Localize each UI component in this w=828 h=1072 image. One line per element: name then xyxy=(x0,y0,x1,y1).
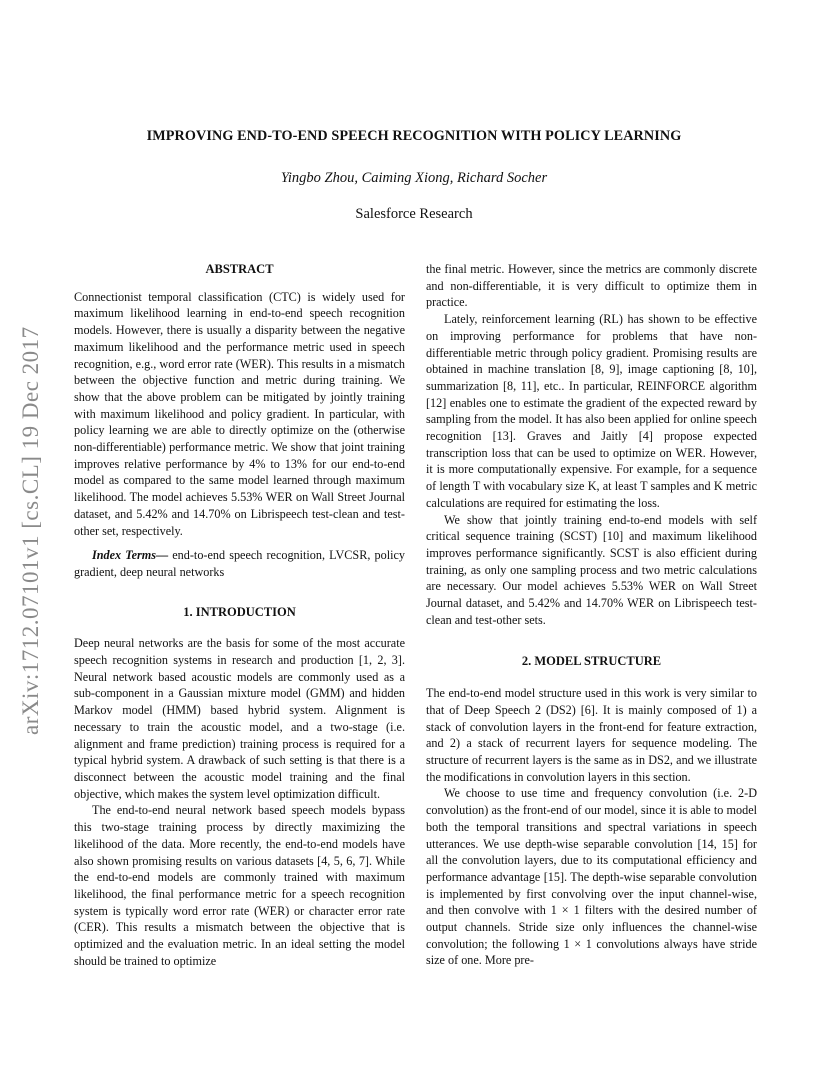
model-paragraph-2: We choose to use time and frequency convolution (i.e. 2-D convolution) as the front-end of our model, since it is able to model both the temporal transitions and spectral variations in speech utterances. We use depth-wise separable convolution [14, 15] for all the convolution layers, due to its computational efficiency and performance advantage [15]. The depth-wise separable convolution is implemented by first convolving over the input channel-wise, and then convolve with 1 × 1 filters with the desired number of output channels. Stride size only influences the channel-wise convolution; the following 1 × 1 convolutions always have stride size of one. More pre- xyxy=(426,786,757,968)
intro-paragraph-3: the final metric. However, since the metrics are commonly discrete and non-differentiable, it is very difficult to optimize them in practice. xyxy=(426,262,757,310)
intro-paragraph-5: We show that jointly training end-to-end models with self critical sequence training (SCST) [10] and maximum likelihood improves performance significantly. SCST is also efficient during training, as only one sampling process and two metric calculations are necessary. Our model achieves 5.53% WER on Wall Street Journal dataset, and 5.42% and 14.70% WER on Librispeech test-clean and test-other sets. xyxy=(426,512,757,627)
paper-authors: Yingbo Zhou, Caiming Xiong, Richard Socher xyxy=(280,170,548,186)
paper-affiliation: Salesforce Research xyxy=(355,206,473,222)
intro-paragraph-4: Lately, reinforcement learning (RL) has shown to be effective on improving performance for problems that have non-differentiable metric through policy gradient. Promising results are obtained in machine translation [8, 9], image captioning [8, 10], summarization [8, 11], etc.. In particular, REINFORCE algorithm [12] enables one to estimate the gradient of the expected reward by sampling from the model. It has also been applied for online speech recognition [13]. Graves and Jaitly [4] propose expected transcription loss that can be used to optimize on WER. However, it is more computationally expensive. For example, for a sequence of length T with vocabulary size K, at least T samples and K metric calculations are required for estimating the loss. xyxy=(426,312,757,510)
index-terms-label: Index Terms— xyxy=(92,548,169,563)
intro-paragraph-1: Deep neural networks are the basis for some of the most accurate speech recognition systems in research and production [1, 2, 3]. Neural network based acoustic models are commonly used as a sub-component in a Gaussian mixture model (GMM) and hidden Markov model (HMM) based hybrid system. Alignment is necessary to train the acoustic model, and a two-stage (i.e. alignment and frame prediction) training process is required for a typical hybrid system. A drawback of such setting is that there is a disconnect between the acoustic model training and the final objective, which makes the system level optimization difficult. xyxy=(74,636,405,801)
intro-paragraph-2: The end-to-end neural network based speech models bypass this two-stage training process by directly maximizing the likelihood of the data. More recently, the end-to-end models have also shown promising results on various datasets [4, 5, 6, 7]. While the end-to-end models are commonly trained with maximum likelihood, the final performance metric for a speech recognition system is typically word error rate (WER) or character error rate (CER). This results a mismatch between the objective that is optimized and the evaluation metric. In an ideal setting the model should be trained to optimize xyxy=(74,803,405,968)
arxiv-stamp: arXiv:1712.07101v1 [cs.CL] 19 Dec 2017 xyxy=(18,326,43,735)
right-column xyxy=(426,261,757,969)
abstract-body: Connectionist temporal classification (CTC) is widely used for maximum likelihood learning in end-to-end speech recognition models. However, there is usually a disparity between the negative maximum likelihood and the performance metric used in speech recognition, e.g., word error rate (WER). This results in a mismatch between the objective function and metric during training. We show that the above problem can be mitigated by jointly training with maximum likelihood and policy gradient. In particular, with policy learning we are able to directly optimize on the (otherwise non-differentiable) performance metric. We show that joint training improves relative performance by 4% to 13% for our end-to-end model as compared to the same model learned through maximum likelihood. The model achieves 5.53% WER on Wall Street Journal dataset, and 5.42% and 14.70% on Librispeech test-clean and test-other set, respectively. xyxy=(74,289,405,538)
paper-title: IMPROVING END-TO-END SPEECH RECOGNITION WITH POLICY LEARNING xyxy=(146,128,682,144)
section-2-heading: 2. MODEL STRUCTURE xyxy=(521,654,662,669)
index-terms xyxy=(74,547,405,580)
left-column xyxy=(74,261,405,969)
section-1-heading: 1. INTRODUCTION xyxy=(183,604,296,619)
index-terms-text: end-to-end speech recognition, LVCSR, policy gradient, deep neural networks xyxy=(74,548,405,579)
model-paragraph-1: The end-to-end model structure used in this work is very similar to that of Deep Speech 2 (DS2) [6]. It is mainly composed of 1) a stack of convolution layers in the front-end for feature extraction, and 2) a stack of recurrent layers for sequence modeling. The structure of recurrent layers is the same as in DS2, and we illustrate the modifications in convolution layers in this section. xyxy=(426,686,757,784)
abstract-heading: ABSTRACT xyxy=(205,262,274,276)
